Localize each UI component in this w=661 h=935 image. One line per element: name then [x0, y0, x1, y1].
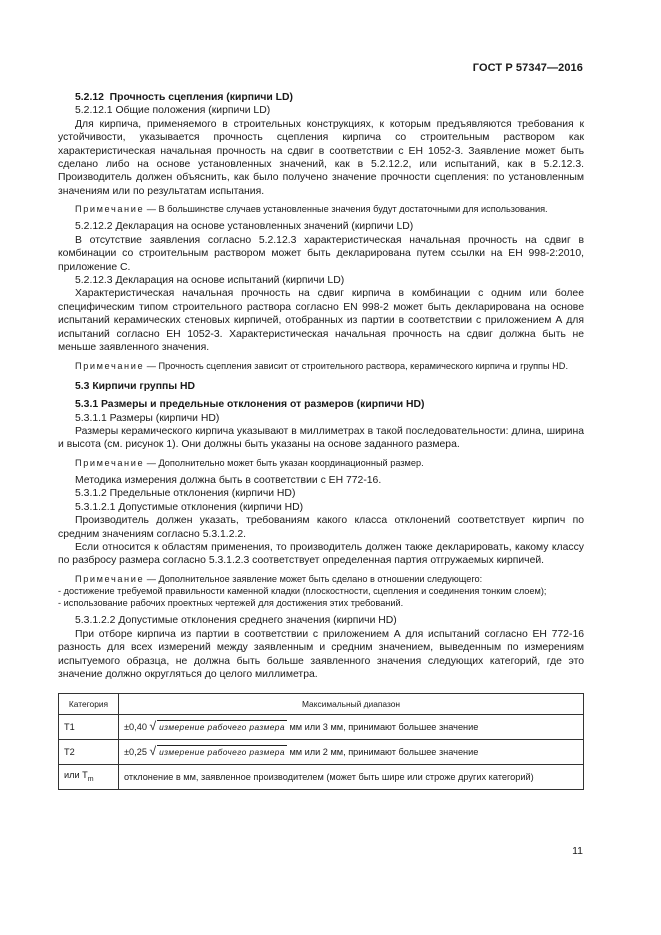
subsection-5-3-1-2-2: 5.3.1.2.2 Допустимые отклонения среднего значения (кирпичи HD) — [75, 615, 397, 627]
subsection-5-3-1-2: 5.3.1.2 Предельные отклонения (кирпичи HD) — [75, 488, 296, 500]
paragraph: Если относится к областям применения, то производитель должен также декларировать, какому классу по разбросу размера согласно 5.3.1.2.3 соответствует определенная партия отгружаемых кирпичей. — [58, 541, 584, 567]
category-cell: T2 — [59, 740, 119, 765]
coefficient: ±0,40 — [124, 722, 147, 733]
subsection-5-3-1-2-1: 5.3.1.2.1 Допустимые отклонения (кирпичи HD) — [75, 501, 304, 513]
page-number: 11 — [572, 845, 583, 857]
note-label: Примечание — [75, 360, 145, 371]
paragraph: При отборе кирпича из партии в соответствии с приложением А для испытаний согласно ЕН 772-16 разность для всех измерений между заявленным и средним значением, выведенным по измерениям испытуемого образца, не должна быть больше заявленного значения следующих категорий, где это значение должно округляться до целого миллиметра. — [58, 628, 584, 681]
category-subscript: m — [87, 775, 94, 783]
section-title: 5.3 Кирпичи группы HD — [75, 380, 196, 392]
note-label: Примечание — [75, 457, 145, 468]
paragraph: Для кирпича, применяемого в строительных конструкциях, к которым предъявляются требования к устойчивости, указывается прочность сцепления кирпича со строительным раствором как характеристическая начальная прочность на сдвиг в соответствии с ЕН 1052-3. Заявление может быть сделано либо на основе установленных значений, как в 5.2.12.2, или испытаний, как в 5.2.12.3. Производитель должен объяснить, как было получено значение прочности сцепления: по установленным значениям или по результатам испытания. — [58, 118, 584, 197]
section-number: 5.2.12 — [75, 92, 104, 103]
paragraph: Размеры керамического кирпича указывают в миллиметрах в такой последовательности: длина, ширина и высота (см. рисунок 1). Они должны быть указаны на основе заданного размера. — [58, 425, 584, 451]
radicand: измерение рабочего размера — [157, 720, 287, 734]
table-row — [59, 715, 584, 740]
radicand: измерение рабочего размера — [157, 745, 287, 759]
sqrt-icon: √ — [149, 744, 157, 759]
range-cell — [119, 740, 584, 765]
paragraph: В отсутствие заявления согласно 5.2.12.3 характеристическая начальная прочность на сдвиг в комбинации со строительным раствором может быть декларирована путем ссылки на ЕН 998-2:2010, приложение С. — [58, 234, 584, 273]
subsection-5-2-12-2: 5.2.12.2 Декларация на основе установленных значений (кирпичи LD) — [75, 221, 414, 233]
note-list-item: - достижение требуемой правильности каменной кладки (плоскостности, сцепления и соединения тонким слоем); — [58, 586, 547, 596]
range-cell: отклонение в мм, заявленное производителем (может быть шире или строже других категорий) — [119, 765, 584, 790]
note-list-item: - использование рабочих проектных чертежей для достижения этих требований. — [58, 598, 404, 609]
paragraph: Характеристическая начальная прочность на сдвиг кирпича в комбинации с одним или более специфическим типом строительного раствора согласно EN 998-2 может быть декларирована на основе испытаний керамических стеновых кирпичей, отобранных из партии в соответствии с приложением А для испытаний согласно ЕН 1052-3. Характеристическая начальная прочность на сдвиг должна быть не меньше заявленного значения. — [58, 288, 584, 354]
section-title: 5.3.1 Размеры и предельные отклонения от размеров (кирпичи HD) — [75, 399, 425, 411]
note-text: — Дополнительное заявление может быть сделано в отношении следующего: — [144, 573, 483, 584]
standard-header: ГОСТ Р 57347—2016 — [472, 62, 583, 74]
section-5-2-12-heading — [58, 91, 584, 104]
subsection-5-2-12-1: 5.2.12.1 Общие положения (кирпичи LD) — [75, 105, 271, 117]
category-text: или T — [64, 769, 88, 780]
coefficient: ±0,25 — [124, 747, 147, 758]
note — [58, 573, 584, 610]
category-cell: T1 — [59, 715, 119, 740]
note — [58, 203, 584, 215]
note — [58, 457, 584, 469]
table-row — [59, 740, 584, 765]
note-text: — Прочность сцепления зависит от строительного раствора, керамического кирпича и группы HD. — [144, 360, 568, 371]
note-text: — В большинстве случаев установленные значения будут достаточными для использования. — [144, 204, 548, 215]
range-cell — [119, 715, 584, 740]
page-content — [58, 91, 584, 790]
sqrt-icon: √ — [149, 719, 157, 734]
range-text: мм или 2 мм, принимают большее значение — [286, 747, 479, 758]
table-row — [59, 765, 584, 790]
tolerance-table — [58, 693, 584, 790]
subsection-5-3-1-1: 5.3.1.1 Размеры (кирпичи HD) — [75, 412, 220, 424]
category-cell — [59, 765, 119, 790]
subsection-5-2-12-3: 5.2.12.3 Декларация на основе испытаний (кирпичи LD) — [75, 275, 345, 287]
paragraph: Методика измерения должна быть в соответствии с ЕН 772-16. — [75, 474, 382, 486]
note — [58, 360, 584, 372]
range-text: мм или 3 мм, принимают большее значение — [286, 722, 479, 733]
note-label: Примечание — [75, 204, 145, 215]
table-header-row — [59, 694, 584, 715]
note-text: — Дополнительно может быть указан координационный размер. — [144, 457, 424, 468]
paragraph: Производитель должен указать, требованиям какого класса отклонений соответствует кирпич по средним значениям согласно 5.3.1.2.2. — [58, 515, 584, 540]
note-label: Примечание — [75, 573, 145, 584]
section-title: Прочность сцепления (кирпичи LD) — [109, 92, 293, 103]
section-5-3-heading — [58, 380, 584, 393]
column-header-range: Максимальный диапазон — [119, 694, 584, 715]
column-header-category: Категория — [59, 694, 119, 715]
section-5-3-1-heading — [58, 398, 584, 411]
